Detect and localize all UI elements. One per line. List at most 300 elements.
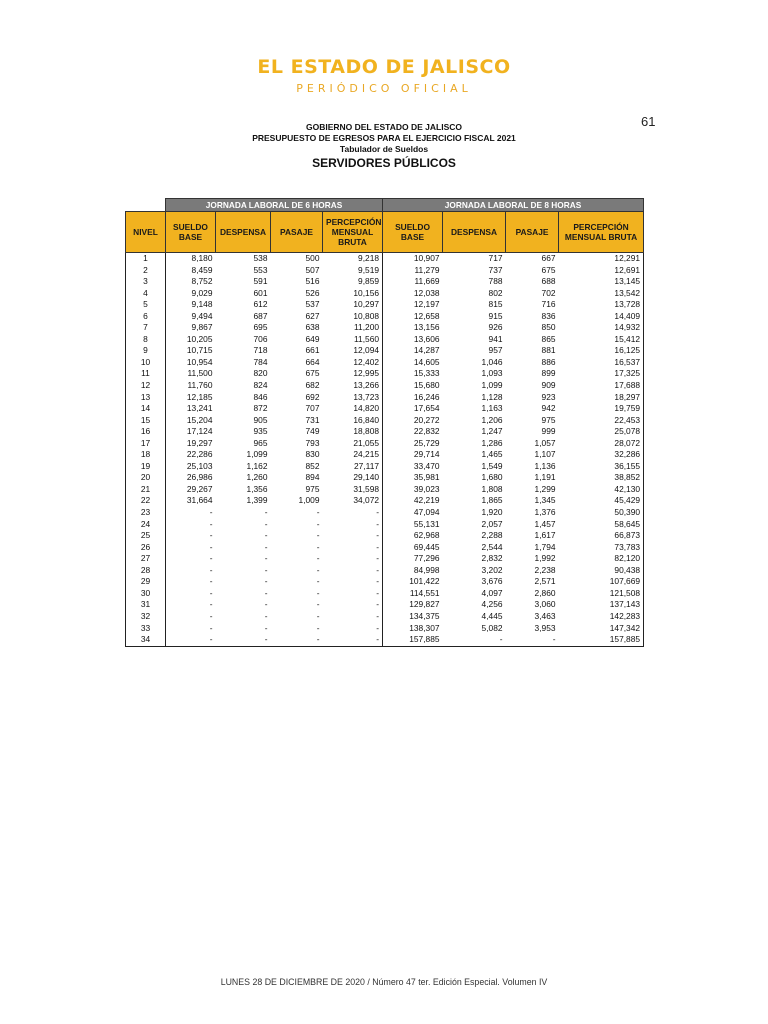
cell-percepcion-8h: 18,297 <box>559 392 644 404</box>
table-row <box>126 484 644 496</box>
cell-despensa-8h: 915 <box>488 310 503 321</box>
cell-percepcion-8h: 12,291 <box>559 253 644 265</box>
masthead-subtitle: PERIÓDICO OFICIAL <box>296 82 472 95</box>
cell-pasaje-6h: 537 <box>305 299 320 310</box>
cell-sueldo-base-8h: 17,654 <box>413 403 440 414</box>
cell-pasaje-6h: - <box>271 634 323 646</box>
cell-pasaje-8h: - <box>506 634 559 646</box>
cell-pasaje-6h: 664 <box>305 356 320 367</box>
cell-pasaje-8h: 999 <box>541 426 556 437</box>
header-government: GOBIERNO DEL ESTADO DE JALISCO <box>305 122 462 132</box>
cell-nivel: 2 <box>126 265 166 277</box>
cell-despensa-8h: 1,099 <box>481 380 503 391</box>
cell-percepcion-8h: 25,078 <box>559 426 644 438</box>
cell-nivel: 25 <box>126 530 166 542</box>
cell-percepcion-6h: - <box>323 530 383 542</box>
cell-percepcion-8h: 32,286 <box>559 449 644 461</box>
col-despensa-6h: DESPENSA <box>216 212 271 253</box>
cell-despensa-6h: 872 <box>253 403 268 414</box>
cell-percepcion-8h: 28,072 <box>559 438 644 450</box>
cell-pasaje-6h: - <box>316 507 320 518</box>
cell-percepcion-6h: 18,808 <box>323 426 383 438</box>
cell-percepcion-6h: 29,140 <box>323 472 383 484</box>
cell-pasaje-6h: 1,009 <box>298 495 320 506</box>
group-header-6-hours: JORNADA LABORAL DE 6 HORAS <box>166 199 383 212</box>
cell-sueldo-base-6h: - <box>209 576 213 587</box>
cell-sueldo-base-6h: 13,241 <box>186 403 213 414</box>
cell-sueldo-base-6h: - <box>209 587 213 598</box>
cell-pasaje-6h: 707 <box>305 403 320 414</box>
table-row <box>126 576 644 588</box>
cell-despensa-8h: 926 <box>488 322 503 333</box>
cell-pasaje-8h: 1,057 <box>534 437 556 448</box>
cell-nivel: 34 <box>126 634 166 646</box>
cell-despensa-8h: 802 <box>488 287 503 298</box>
table-body <box>126 253 644 647</box>
cell-despensa-6h: 935 <box>253 426 268 437</box>
cell-pasaje-6h: 682 <box>305 380 320 391</box>
cell-sueldo-base-8h: 20,272 <box>413 414 440 425</box>
cell-nivel: 5 <box>126 299 166 311</box>
cell-despensa-8h: 3,202 <box>481 564 503 575</box>
table-row <box>126 507 644 519</box>
cell-sueldo-base-6h: - <box>209 507 213 518</box>
cell-nivel: 3 <box>126 276 166 288</box>
cell-despensa-8h: 941 <box>488 333 503 344</box>
cell-nivel: 23 <box>126 507 166 519</box>
cell-percepcion-6h: 9,859 <box>323 276 383 288</box>
cell-despensa-6h: 612 <box>253 299 268 310</box>
cell-sueldo-base-8h: 12,197 <box>413 299 440 310</box>
header-section-title: SERVIDORES PÚBLICOS <box>312 156 456 170</box>
cell-despensa-6h: 965 <box>253 437 268 448</box>
cell-despensa-8h: 4,445 <box>481 610 503 621</box>
cell-pasaje-8h: 975 <box>541 414 556 425</box>
cell-nivel: 16 <box>126 426 166 438</box>
cell-percepcion-8h: 14,932 <box>559 322 644 334</box>
cell-despensa-6h: 1,399 <box>246 495 268 506</box>
cell-sueldo-base-6h: 26,986 <box>186 472 213 483</box>
cell-pasaje-6h: 627 <box>305 310 320 321</box>
cell-percepcion-6h: 10,297 <box>323 299 383 311</box>
cell-percepcion-6h: 12,402 <box>323 357 383 369</box>
cell-sueldo-base-6h: 10,205 <box>186 333 213 344</box>
masthead-title: EL ESTADO DE JALISCO <box>257 56 511 78</box>
table-row <box>126 288 644 300</box>
cell-despensa-6h: - <box>264 587 268 598</box>
cell-percepcion-8h: 82,120 <box>559 553 644 565</box>
cell-nivel: 10 <box>126 357 166 369</box>
cell-percepcion-8h: 15,412 <box>559 334 644 346</box>
cell-percepcion-8h: 121,508 <box>559 588 644 600</box>
cell-percepcion-6h: 9,519 <box>323 265 383 277</box>
cell-sueldo-base-6h: - <box>209 564 213 575</box>
cell-sueldo-base-8h: 84,998 <box>413 564 440 575</box>
cell-percepcion-6h: - <box>323 599 383 611</box>
table-row <box>126 565 644 577</box>
cell-pasaje-6h: 675 <box>305 368 320 379</box>
cell-despensa-6h: - <box>264 599 268 610</box>
table-row <box>126 345 644 357</box>
cell-sueldo-base-8h: 69,445 <box>413 541 440 552</box>
cell-pasaje-6h: - <box>316 622 320 633</box>
cell-pasaje-8h: 1,191 <box>534 472 556 483</box>
cell-sueldo-base-6h: - <box>209 622 213 633</box>
cell-sueldo-base-8h: 14,605 <box>413 356 440 367</box>
col-pasaje-8h: PASAJE <box>506 212 559 253</box>
page-number: 61 <box>641 114 656 129</box>
cell-sueldo-base-6h: 17,124 <box>186 426 213 437</box>
col-sueldo-base-6h: SUELDO BASE <box>166 212 216 253</box>
cell-despensa-8h: 1,206 <box>481 414 503 425</box>
cell-sueldo-base-6h: 22,286 <box>186 449 213 460</box>
col-pasaje-6h: PASAJE <box>271 212 323 253</box>
cell-sueldo-base-8h: 33,470 <box>413 460 440 471</box>
cell-percepcion-8h: 107,669 <box>559 576 644 588</box>
col-percepcion-8h: PERCEPCIÓN MENSUAL BRUTA <box>559 212 644 253</box>
table-row <box>126 623 644 635</box>
cell-pasaje-8h: 3,953 <box>534 622 556 633</box>
cell-despensa-8h: 815 <box>488 299 503 310</box>
cell-percepcion-6h: - <box>323 634 383 646</box>
cell-percepcion-8h: 157,885 <box>559 634 644 646</box>
cell-sueldo-base-8h: 15,680 <box>413 380 440 391</box>
cell-percepcion-6h: - <box>323 553 383 565</box>
cell-pasaje-6h: 830 <box>305 449 320 460</box>
cell-pasaje-6h: 894 <box>305 472 320 483</box>
cell-nivel: 8 <box>126 334 166 346</box>
cell-sueldo-base-8h: 157,885 <box>383 634 443 646</box>
cell-pasaje-8h: 2,238 <box>534 564 556 575</box>
cell-pasaje-6h: 749 <box>305 426 320 437</box>
cell-sueldo-base-6h: 8,459 <box>191 264 213 275</box>
cell-sueldo-base-6h: - <box>209 553 213 564</box>
cell-pasaje-8h: 909 <box>541 380 556 391</box>
cell-despensa-6h: 1,099 <box>246 449 268 460</box>
cell-percepcion-6h: 34,072 <box>323 495 383 507</box>
table-row <box>126 403 644 415</box>
cell-sueldo-base-8h: 12,658 <box>413 310 440 321</box>
cell-percepcion-6h: 24,215 <box>323 449 383 461</box>
cell-sueldo-base-8h: 14,287 <box>413 345 440 356</box>
cell-pasaje-6h: 507 <box>305 264 320 275</box>
cell-nivel: 11 <box>126 368 166 380</box>
cell-sueldo-base-6h: 10,715 <box>186 345 213 356</box>
cell-nivel: 9 <box>126 345 166 357</box>
cell-sueldo-base-8h: 10,907 <box>413 253 440 263</box>
cell-percepcion-8h: 50,390 <box>559 507 644 519</box>
cell-percepcion-6h: 16,840 <box>323 415 383 427</box>
cell-percepcion-6h: - <box>323 542 383 554</box>
cell-despensa-8h: 1,286 <box>481 437 503 448</box>
cell-despensa-8h: 957 <box>488 345 503 356</box>
cell-sueldo-base-6h: - <box>209 530 213 541</box>
cell-sueldo-base-6h: 15,204 <box>186 414 213 425</box>
table-row <box>126 265 644 277</box>
cell-despensa-8h: 1,808 <box>481 483 503 494</box>
cell-sueldo-base-8h: 11,669 <box>414 276 440 287</box>
cell-pasaje-6h: - <box>316 576 320 587</box>
cell-nivel: 29 <box>126 576 166 588</box>
cell-despensa-6h: - <box>264 530 268 541</box>
cell-pasaje-6h: - <box>316 610 320 621</box>
cell-sueldo-base-6h: - <box>209 599 213 610</box>
cell-nivel: 24 <box>126 519 166 531</box>
cell-percepcion-6h: - <box>323 507 383 519</box>
cell-despensa-6h: 784 <box>253 356 268 367</box>
cell-pasaje-8h: 3,060 <box>534 599 556 610</box>
cell-percepcion-6h: 10,808 <box>323 311 383 323</box>
table-row <box>126 530 644 542</box>
cell-percepcion-6h: - <box>323 519 383 531</box>
cell-nivel: 31 <box>126 599 166 611</box>
cell-sueldo-base-8h: 101,422 <box>409 576 440 587</box>
col-percepcion-6h: PERCEPCIÓN MENSUAL BRUTA <box>323 212 383 253</box>
cell-percepcion-6h: - <box>323 623 383 635</box>
cell-pasaje-6h: 516 <box>305 276 320 287</box>
cell-percepcion-6h: - <box>323 576 383 588</box>
cell-pasaje-6h: 526 <box>305 287 320 298</box>
cell-percepcion-6h: - <box>323 588 383 600</box>
table-row <box>126 542 644 554</box>
cell-sueldo-base-6h: 25,103 <box>186 460 213 471</box>
cell-pasaje-6h: - <box>316 587 320 598</box>
cell-despensa-8h: 1,128 <box>481 391 503 402</box>
cell-sueldo-base-8h: 47,094 <box>413 507 440 518</box>
cell-despensa-6h: 905 <box>253 414 268 425</box>
cell-nivel: 32 <box>126 611 166 623</box>
cell-pasaje-6h: - <box>316 518 320 529</box>
group-header-spacer <box>126 199 166 212</box>
cell-despensa-8h: 4,256 <box>481 599 503 610</box>
cell-nivel: 1 <box>126 253 166 265</box>
column-header-row <box>126 212 644 253</box>
cell-percepcion-8h: 13,542 <box>559 288 644 300</box>
cell-nivel: 17 <box>126 438 166 450</box>
cell-pasaje-8h: 899 <box>541 368 556 379</box>
cell-pasaje-8h: 850 <box>541 322 556 333</box>
cell-nivel: 30 <box>126 588 166 600</box>
table-row <box>126 368 644 380</box>
cell-despensa-6h: - <box>264 610 268 621</box>
cell-pasaje-8h: 942 <box>541 403 556 414</box>
cell-nivel: 21 <box>126 484 166 496</box>
document-header <box>0 122 768 170</box>
cell-pasaje-8h: 716 <box>541 299 556 310</box>
cell-despensa-6h: 695 <box>253 322 268 333</box>
cell-despensa-6h: - <box>264 564 268 575</box>
cell-despensa-8h: 1,549 <box>481 460 503 471</box>
cell-sueldo-base-8h: 35,981 <box>413 472 440 483</box>
cell-sueldo-base-8h: 138,307 <box>409 622 440 633</box>
header-budget: PRESUPUESTO DE EGRESOS PARA EL EJERCICIO FISCAL 2021 <box>252 133 516 143</box>
cell-sueldo-base-8h: 16,246 <box>413 391 440 402</box>
table-row <box>126 461 644 473</box>
cell-pasaje-6h: 649 <box>305 333 320 344</box>
cell-pasaje-6h: 731 <box>305 414 320 425</box>
cell-despensa-8h: 2,288 <box>481 530 503 541</box>
cell-percepcion-6h: 12,995 <box>323 368 383 380</box>
cell-pasaje-8h: 1,617 <box>534 530 556 541</box>
cell-sueldo-base-6h: 11,500 <box>187 368 213 379</box>
cell-percepcion-8h: 38,852 <box>559 472 644 484</box>
cell-percepcion-8h: 16,537 <box>559 357 644 369</box>
table-row <box>126 588 644 600</box>
cell-sueldo-base-6h: - <box>209 610 213 621</box>
cell-sueldo-base-6h: 9,494 <box>191 310 213 321</box>
cell-percepcion-8h: 13,145 <box>559 276 644 288</box>
cell-despensa-8h: 788 <box>488 276 503 287</box>
cell-despensa-8h: - <box>443 634 506 646</box>
cell-sueldo-base-6h: 8,180 <box>191 253 213 263</box>
cell-nivel: 27 <box>126 553 166 565</box>
cell-pasaje-8h: 1,136 <box>534 460 556 471</box>
cell-pasaje-8h: 886 <box>541 356 556 367</box>
cell-despensa-6h: - <box>216 634 271 646</box>
cell-pasaje-8h: 923 <box>541 391 556 402</box>
cell-despensa-6h: 1,356 <box>246 483 268 494</box>
cell-nivel: 19 <box>126 461 166 473</box>
cell-sueldo-base-6h: 29,267 <box>186 483 213 494</box>
cell-pasaje-8h: 1,992 <box>534 553 556 564</box>
cell-pasaje-8h: 836 <box>541 310 556 321</box>
cell-sueldo-base-6h: 10,954 <box>186 356 213 367</box>
cell-percepcion-6h: 11,560 <box>323 334 383 346</box>
table-row <box>126 472 644 484</box>
cell-percepcion-8h: 137,143 <box>559 599 644 611</box>
col-despensa-8h: DESPENSA <box>443 212 506 253</box>
cell-nivel: 22 <box>126 495 166 507</box>
cell-pasaje-8h: 675 <box>541 264 556 275</box>
cell-percepcion-6h: 11,200 <box>323 322 383 334</box>
cell-sueldo-base-6h: 31,664 <box>186 495 213 506</box>
cell-despensa-6h: - <box>264 518 268 529</box>
table-row <box>126 357 644 369</box>
cell-sueldo-base-8h: 22,832 <box>413 426 440 437</box>
cell-pasaje-8h: 667 <box>541 253 556 263</box>
cell-despensa-8h: 4,097 <box>481 587 503 598</box>
page-footer: LUNES 28 DE DICIEMBRE DE 2020 / Número 47 ter. Edición Especial. Volumen IV <box>220 977 548 987</box>
cell-pasaje-6h: - <box>316 599 320 610</box>
table-row <box>126 495 644 507</box>
cell-nivel: 20 <box>126 472 166 484</box>
cell-despensa-8h: 717 <box>488 253 503 263</box>
cell-pasaje-8h: 881 <box>541 345 556 356</box>
cell-percepcion-6h: 13,266 <box>323 380 383 392</box>
cell-sueldo-base-8h: 29,714 <box>413 449 440 460</box>
cell-despensa-6h: 706 <box>253 333 268 344</box>
cell-pasaje-6h: 852 <box>305 460 320 471</box>
cell-pasaje-6h: 661 <box>305 345 320 356</box>
cell-percepcion-8h: 14,409 <box>559 311 644 323</box>
cell-despensa-8h: 2,544 <box>481 541 503 552</box>
cell-sueldo-base-8h: 129,827 <box>409 599 440 610</box>
cell-pasaje-8h: 2,860 <box>534 587 556 598</box>
cell-percepcion-8h: 12,691 <box>559 265 644 277</box>
cell-sueldo-base-6h: - <box>166 634 216 646</box>
table-row <box>126 334 644 346</box>
cell-sueldo-base-8h: 39,023 <box>413 483 440 494</box>
cell-percepcion-8h: 147,342 <box>559 623 644 635</box>
cell-pasaje-8h: 1,794 <box>534 541 556 552</box>
col-sueldo-base-8h: SUELDO BASE <box>383 212 443 253</box>
cell-pasaje-8h: 1,457 <box>534 518 556 529</box>
cell-percepcion-6h: 14,820 <box>323 403 383 415</box>
cell-percepcion-8h: 17,325 <box>559 368 644 380</box>
table-row <box>126 322 644 334</box>
cell-sueldo-base-8h: 55,131 <box>413 518 440 529</box>
cell-nivel: 12 <box>126 380 166 392</box>
cell-sueldo-base-6h: 19,297 <box>186 437 213 448</box>
cell-percepcion-8h: 73,783 <box>559 542 644 554</box>
cell-pasaje-8h: 1,376 <box>534 507 556 518</box>
cell-despensa-8h: 1,865 <box>481 495 503 506</box>
cell-despensa-8h: 5,082 <box>481 622 503 633</box>
cell-despensa-8h: 1,920 <box>481 507 503 518</box>
cell-despensa-6h: - <box>264 541 268 552</box>
cell-nivel: 28 <box>126 565 166 577</box>
cell-percepcion-6h: 10,156 <box>323 288 383 300</box>
group-header-8-hours: JORNADA LABORAL DE 8 HORAS <box>383 199 644 212</box>
cell-pasaje-8h: 2,571 <box>534 576 556 587</box>
cell-pasaje-6h: - <box>316 541 320 552</box>
cell-despensa-6h: 591 <box>253 276 268 287</box>
cell-sueldo-base-6h: 9,867 <box>191 322 213 333</box>
cell-pasaje-8h: 3,463 <box>534 610 556 621</box>
cell-pasaje-8h: 702 <box>541 287 556 298</box>
cell-nivel: 15 <box>126 415 166 427</box>
cell-percepcion-8h: 142,283 <box>559 611 644 623</box>
cell-despensa-6h: 824 <box>253 380 268 391</box>
cell-sueldo-base-8h: 114,551 <box>409 587 440 598</box>
cell-despensa-6h: 820 <box>253 368 268 379</box>
cell-pasaje-6h: 638 <box>305 322 320 333</box>
cell-sueldo-base-8h: 25,729 <box>413 437 440 448</box>
table-row <box>126 449 644 461</box>
cell-sueldo-base-8h: 15,333 <box>413 368 440 379</box>
header-tabulator: Tabulador de Sueldos <box>339 144 429 154</box>
cell-percepcion-8h: 45,429 <box>559 495 644 507</box>
cell-despensa-8h: 1,093 <box>481 368 503 379</box>
cell-despensa-6h: 1,260 <box>246 472 268 483</box>
cell-sueldo-base-8h: 77,296 <box>413 553 440 564</box>
cell-pasaje-6h: - <box>316 564 320 575</box>
cell-percepcion-6h: 21,055 <box>323 438 383 450</box>
cell-pasaje-6h: 692 <box>305 391 320 402</box>
cell-despensa-8h: 1,680 <box>481 472 503 483</box>
cell-nivel: 4 <box>126 288 166 300</box>
cell-nivel: 6 <box>126 311 166 323</box>
table-row <box>126 276 644 288</box>
cell-nivel: 14 <box>126 403 166 415</box>
cell-despensa-6h: 538 <box>253 253 268 263</box>
cell-sueldo-base-6h: 9,148 <box>191 299 213 310</box>
cell-percepcion-8h: 58,645 <box>559 519 644 531</box>
cell-pasaje-6h: - <box>316 530 320 541</box>
cell-percepcion-8h: 19,759 <box>559 403 644 415</box>
cell-sueldo-base-8h: 62,968 <box>413 530 440 541</box>
cell-sueldo-base-6h: - <box>209 541 213 552</box>
table-row <box>126 553 644 565</box>
cell-sueldo-base-6h: 12,185 <box>186 391 213 402</box>
cell-pasaje-8h: 865 <box>541 333 556 344</box>
cell-despensa-6h: - <box>264 576 268 587</box>
cell-despensa-8h: 2,057 <box>481 518 503 529</box>
cell-sueldo-base-6h: - <box>209 518 213 529</box>
table-row <box>126 392 644 404</box>
table-row <box>126 519 644 531</box>
cell-sueldo-base-8h: 12,038 <box>413 287 440 298</box>
